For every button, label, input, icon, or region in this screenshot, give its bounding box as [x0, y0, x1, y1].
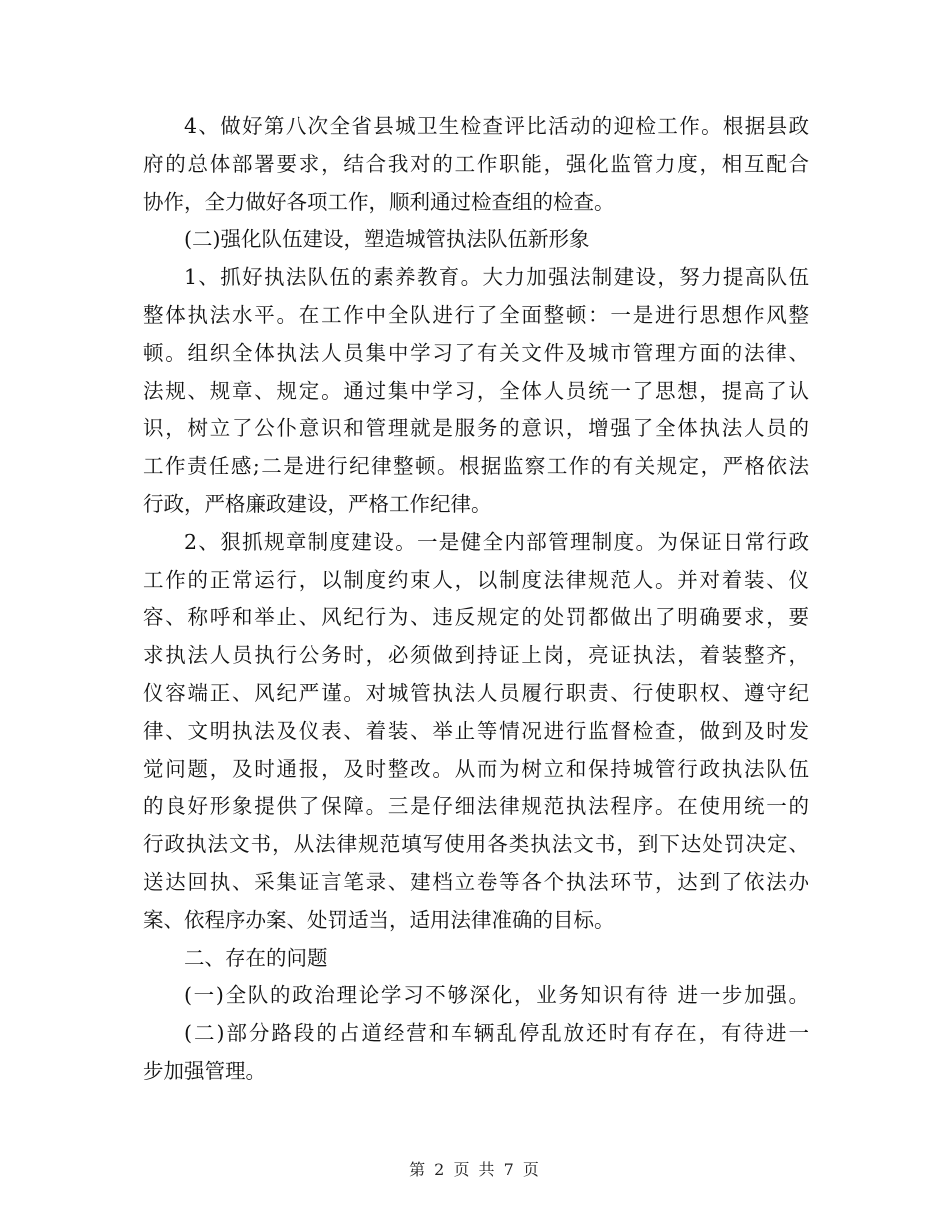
text-line: 仪容端正、风纪严谨。对城管执法人员履行职责、行使职权、遵守纪: [143, 680, 809, 705]
page-number-footer: 第 2 页 共 7 页: [409, 1160, 541, 1179]
text-line: 1、抓好执法队伍的素养教育。大力加强法制建设，努力提高队伍: [184, 265, 809, 290]
text-line: (一)全队的政治理论学习不够深化，业务知识有待 进一步加强。: [184, 983, 809, 1008]
text-line: 律、文明执法及仪表、着装、举止等情况进行监督检查，做到及时发: [143, 718, 809, 743]
text-line: 步加强管理。: [143, 1058, 266, 1083]
text-line: 的良好形象提供了保障。三是仔细法律规范执法程序。在使用统一的: [143, 794, 809, 819]
text-line: 容、称呼和举止、风纪行为、违反规定的处罚都做出了明确要求，要: [143, 605, 809, 630]
text-line: 二、存在的问题: [184, 945, 328, 970]
text-line: 行政，严格廉政建设，严格工作纪律。: [143, 491, 492, 516]
text-line: 求执法人员执行公务时，必须做到持证上岗，亮证执法，着装整齐，: [143, 643, 809, 668]
text-line: 行政执法文书，从法律规范填写使用各类执法文书，到下达处罚决定、: [143, 832, 809, 857]
text-line: 工作责任感;二是进行纪律整顿。根据监察工作的有关规定，严格依法: [143, 454, 809, 479]
text-line: 府的总体部署要求，结合我对的工作职能，强化监管力度，相互配合: [143, 151, 809, 176]
text-line: 觉问题，及时通报，及时整改。从而为树立和保持城管行政执法队伍: [143, 756, 809, 781]
text-line: 案、依程序办案、处罚适当，适用法律准确的目标。: [143, 907, 615, 932]
text-line: 法规、规章、规定。通过集中学习，全体人员统一了思想，提高了认: [143, 378, 809, 403]
text-line: 送达回执、采集证言笔录、建档立卷等各个执法环节，达到了依法办: [143, 869, 809, 894]
text-line: 识，树立了公仆意识和管理就是服务的意识，增强了全体执法人员的: [143, 416, 809, 441]
text-line: 顿。组织全体执法人员集中学习了有关文件及城市管理方面的法律、: [143, 340, 809, 365]
document-body: [143, 108, 809, 1091]
text-line: 工作的正常运行，以制度约束人，以制度法律规范人。并对着装、仪: [143, 567, 809, 592]
text-line: 整体执法水平。在工作中全队进行了全面整顿：一是进行思想作风整: [143, 302, 809, 327]
text-line: 协作，全力做好各项工作，顺利通过检查组的检查。: [143, 189, 615, 214]
text-line: 4、做好第八次全省县城卫生检查评比活动的迎检工作。根据县政: [184, 114, 809, 138]
text-line: (二)部分路段的占道经营和车辆乱停乱放还时有存在，有待进一: [184, 1021, 809, 1046]
text-line: (二)强化队伍建设，塑造城管执法队伍新形象: [184, 227, 590, 252]
text-line: 2、狠抓规章制度建设。一是健全内部管理制度。为保证日常行政: [184, 529, 809, 554]
